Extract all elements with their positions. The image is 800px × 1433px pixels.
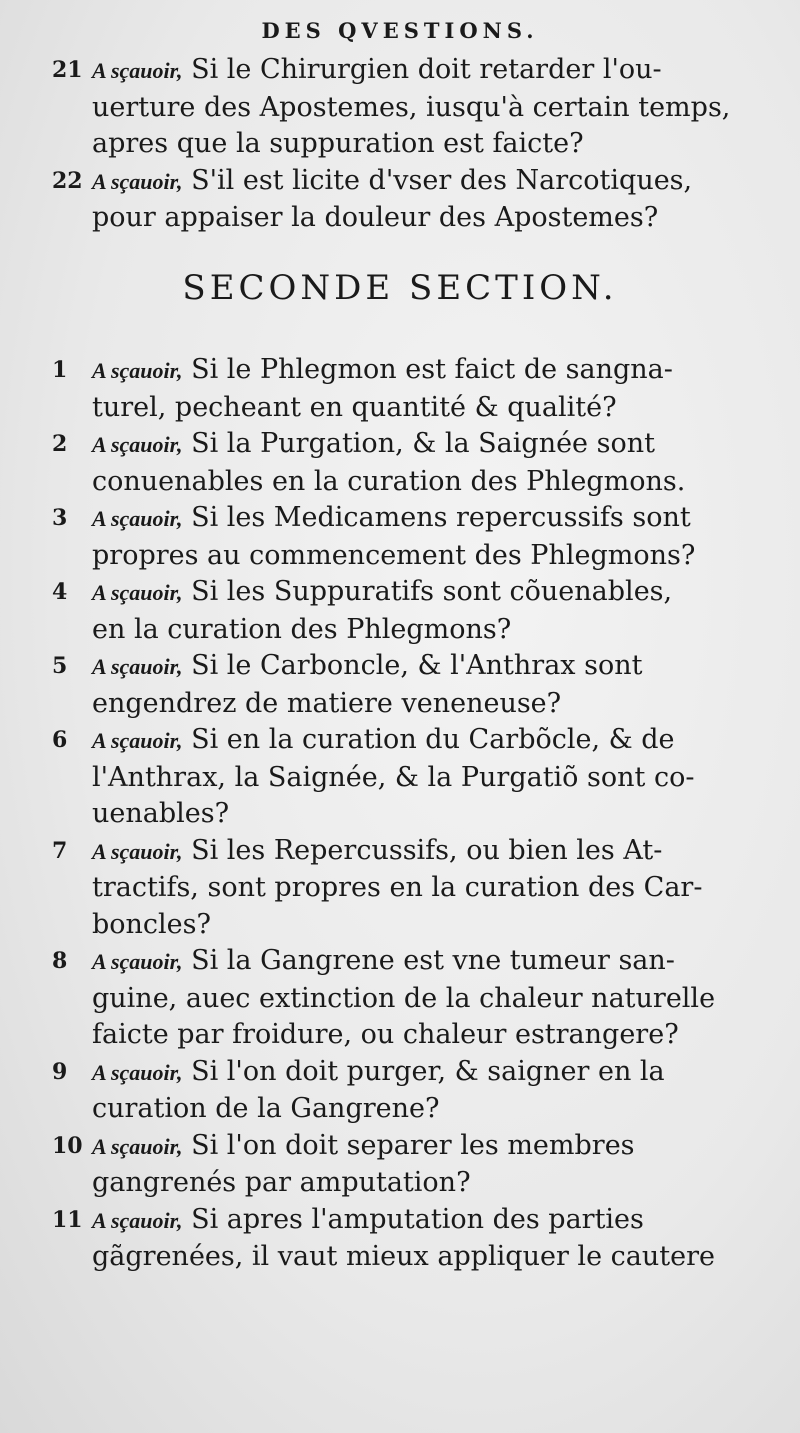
question-list-section-two [52, 352, 716, 1276]
question-entry [52, 833, 712, 944]
question-line [92, 126, 712, 163]
question-line [92, 870, 712, 907]
question-text: Si les Suppuratifs sont cõuenables, [191, 576, 673, 607]
question-lead: A sçauoir, [92, 728, 183, 753]
question-list-top [52, 52, 731, 237]
question-text: Si l'on doit separer les membres [191, 1129, 635, 1161]
question-text: Si la Purgation, & la Saignée sont [191, 428, 655, 459]
question-entry [52, 574, 712, 648]
question-lead: A sçauoir, [92, 1207, 183, 1233]
question-number: 1 [52, 357, 68, 383]
question-number: 6 [52, 727, 68, 753]
question-line [92, 648, 712, 686]
question-number: 2 [52, 431, 68, 457]
question-text: propres au commencement des Phlegmons? [92, 539, 696, 571]
question-entry [52, 163, 712, 237]
question-text: turel, pecheant en quantité & qualité? [92, 391, 617, 423]
question-line [92, 200, 712, 237]
question-number: 3 [52, 505, 68, 531]
question-text: Si l'on doit purger, & saigner en la [191, 1055, 665, 1087]
question-line [92, 574, 712, 612]
question-line [92, 538, 712, 575]
question-lead: A sçauoir, [92, 168, 183, 194]
running-head: DES QVESTIONS. [261, 18, 539, 43]
question-number: 21 [52, 57, 83, 83]
question-lead: A sçauoir, [92, 358, 183, 383]
question-text: Si le Phlegmon est faict de sangna- [191, 354, 673, 385]
question-line [92, 722, 712, 760]
question-number: 9 [52, 1058, 68, 1085]
question-line [92, 52, 712, 90]
question-line [92, 464, 712, 501]
question-text: faicte par froidure, ou chaleur estrangere? [92, 1019, 679, 1050]
question-number: 8 [52, 948, 68, 974]
question-line [92, 90, 731, 127]
question-text: Si la Gangrene est vne tumeur san- [191, 945, 675, 976]
question-entry [52, 500, 712, 574]
question-number: 22 [52, 167, 83, 194]
question-entry [52, 1202, 715, 1276]
question-line [92, 760, 712, 797]
question-line [92, 686, 712, 723]
question-entry [52, 648, 712, 722]
question-line [92, 352, 712, 390]
question-text: Si apres l'amputation des parties [191, 1203, 644, 1235]
question-lead: A sçauoir, [92, 432, 183, 457]
question-line [92, 943, 712, 981]
question-text: apres que la suppuration est faicte? [92, 128, 584, 159]
question-line [92, 981, 716, 1018]
question-entry [52, 52, 731, 163]
question-lead: A sçauoir, [92, 580, 183, 605]
question-text: pour appaiser la douleur des Apostemes? [92, 202, 659, 233]
question-line [92, 1239, 715, 1276]
question-text: l'Anthrax, la Saignée, & la Purgatiõ sont co- [92, 761, 695, 793]
section-title: SECONDE SECTION. [182, 268, 618, 308]
question-lead: A sçauoir, [92, 58, 183, 83]
question-text: Si le Carboncle, & l'Anthrax sont [191, 650, 643, 681]
question-text: en la curation des Phlegmons? [92, 613, 512, 645]
question-lead: A sçauoir, [92, 1133, 183, 1159]
question-lead: A sçauoir, [92, 949, 183, 974]
question-lead: A sçauoir, [92, 838, 183, 864]
question-line [92, 1202, 712, 1240]
question-entry [52, 943, 716, 1054]
question-line [92, 426, 712, 464]
question-text: curation de la Gangrene? [92, 1093, 440, 1124]
question-line [92, 1054, 712, 1092]
question-text: Si le Chirurgien doit retarder l'ou- [191, 54, 662, 85]
question-line [92, 833, 712, 871]
question-text: uenables? [92, 798, 230, 829]
question-text: engendrez de matiere veneneuse? [92, 687, 562, 719]
question-text: gangrenés par amputation? [92, 1167, 471, 1198]
question-number: 10 [52, 1132, 83, 1159]
question-number: 4 [52, 579, 68, 605]
question-number: 5 [52, 653, 68, 679]
question-line [92, 1165, 712, 1202]
question-number: 11 [52, 1206, 83, 1233]
question-lead: A sçauoir, [92, 654, 183, 679]
question-text: Si en la curation du Carbõcle, & de [191, 724, 675, 755]
question-line [92, 163, 712, 201]
question-line [92, 1017, 712, 1054]
question-lead: A sçauoir, [92, 506, 183, 531]
question-text: tractifs, sont propres en la curation des Car- [92, 872, 703, 903]
question-text: conuenables en la curation des Phlegmons. [92, 465, 686, 497]
question-line [92, 390, 712, 427]
question-line [92, 612, 712, 649]
question-entry [52, 1128, 712, 1202]
question-text: Si les Repercussifs, ou bien les At- [191, 834, 663, 866]
question-entry [52, 722, 712, 833]
question-text: gãgrenées, il vaut mieux appliquer le cautere [92, 1241, 715, 1272]
question-text: uerture des Apostemes, iusqu'à certain temps, [92, 91, 731, 123]
question-line [92, 907, 712, 944]
question-entry [52, 352, 712, 426]
question-number: 7 [52, 837, 68, 864]
question-line [92, 796, 712, 833]
question-text: Si les Medicamens repercussifs sont [191, 502, 691, 533]
question-text: S'il est licite d'vser des Narcotiques, [191, 164, 693, 196]
question-text: boncles? [92, 908, 211, 940]
question-line [92, 1128, 712, 1166]
question-entry [52, 1054, 712, 1128]
question-line [92, 1091, 712, 1128]
question-entry [52, 426, 712, 500]
question-line [92, 500, 712, 538]
question-text: guine, auec extinction de la chaleur naturelle [92, 982, 716, 1014]
question-lead: A sçauoir, [92, 1059, 183, 1085]
